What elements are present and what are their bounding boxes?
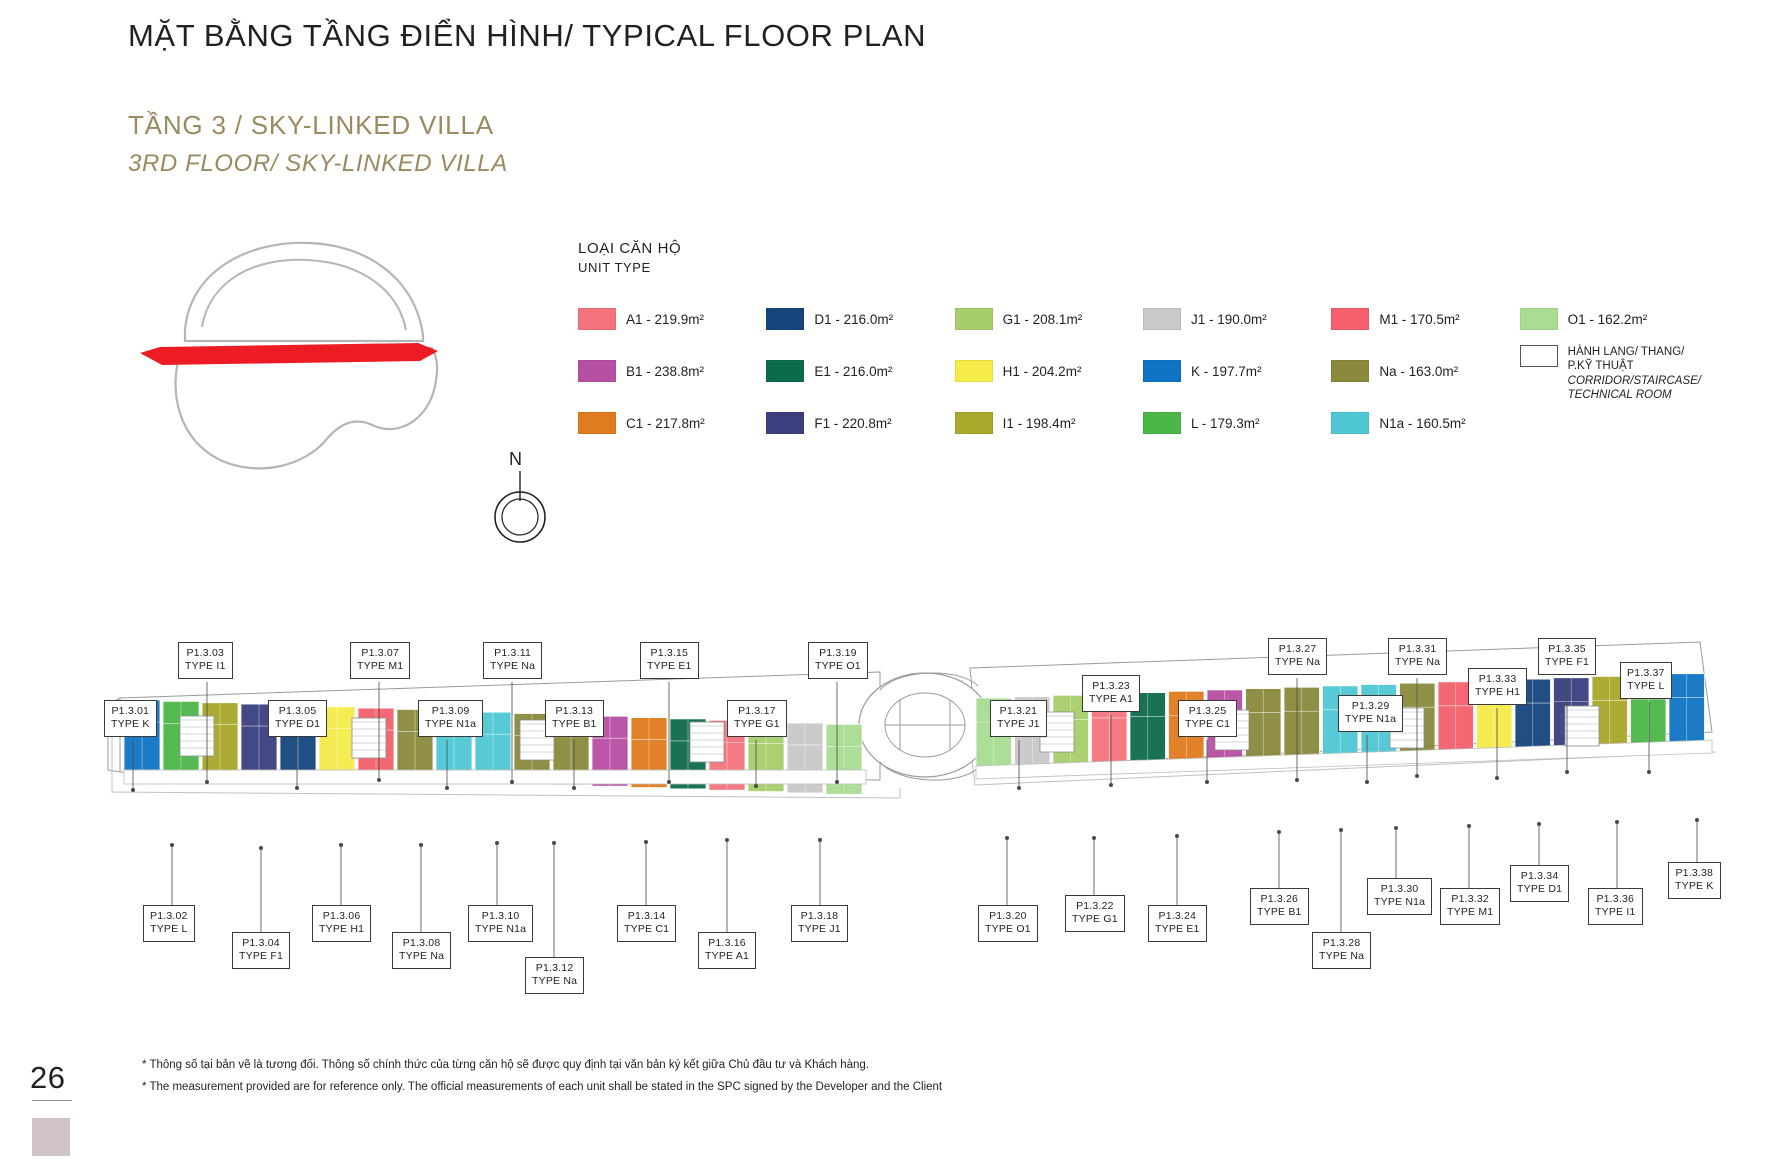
- unit-callout-P1-3-11[interactable]: [483, 642, 542, 679]
- unit-callout-P1-3-03[interactable]: [178, 642, 233, 679]
- legend-swatch: [1143, 308, 1181, 330]
- unit-code: P1.3.07: [361, 647, 399, 659]
- unit-callout-P1-3-10[interactable]: [468, 905, 533, 942]
- unit-type: TYPE H1: [1475, 686, 1521, 699]
- unit-callout-P1-3-04[interactable]: [232, 932, 290, 969]
- legend-item: [1331, 345, 1519, 397]
- unit-callout-P1-3-26[interactable]: [1250, 888, 1309, 925]
- unit-type: TYPE J1: [798, 923, 841, 936]
- legend-swatch: [955, 412, 993, 434]
- unit-callout-P1-3-27[interactable]: [1268, 638, 1327, 675]
- unit-code: P1.3.17: [738, 705, 776, 717]
- unit-type: TYPE Na: [1319, 950, 1365, 963]
- unit-code: P1.3.22: [1076, 900, 1114, 912]
- unit-type: TYPE M1: [357, 660, 404, 673]
- unit-callout-P1-3-15[interactable]: [640, 642, 699, 679]
- unit-code: P1.3.01: [111, 705, 150, 717]
- footnote-vi: * Thông số tại bản vẽ là tương đối. Thông số chính thức của từng căn hộ sẽ được quy định tại văn bản ký kết giữa Chủ đầu tư và Khách hàng.: [142, 1059, 870, 1071]
- unit-callout-P1-3-23[interactable]: [1082, 675, 1140, 712]
- floor-subtitle-en: 3RD FLOOR/ SKY-LINKED VILLA: [128, 150, 508, 177]
- unit-code: P1.3.30: [1380, 883, 1419, 895]
- unit-type: TYPE N1a: [1374, 896, 1426, 909]
- legend-label: J1 - 190.0m²: [1190, 311, 1267, 327]
- legend-title-vi: LOẠI CĂN HỘ: [578, 240, 682, 257]
- unit-callout-P1-3-21[interactable]: [990, 700, 1047, 737]
- unit-code: P1.3.31: [1398, 643, 1437, 655]
- unit-callout-P1-3-01[interactable]: [104, 700, 157, 737]
- legend-label: M1 - 170.5m²: [1379, 311, 1460, 327]
- unit-type: TYPE M1: [1447, 906, 1494, 919]
- unit-callout-P1-3-02[interactable]: [143, 905, 195, 942]
- unit-code: P1.3.18: [800, 910, 839, 922]
- unit-code: P1.3.23: [1092, 680, 1130, 692]
- unit-type: TYPE D1: [275, 718, 321, 731]
- legend-item: [766, 293, 954, 345]
- unit-type: TYPE D1: [1517, 883, 1563, 896]
- unit-callout-P1-3-08[interactable]: [392, 932, 451, 969]
- unit-type: TYPE N1a: [475, 923, 527, 936]
- legend-label: L - 179.3m²: [1190, 415, 1260, 431]
- unit-callout-P1-3-05[interactable]: [268, 700, 327, 737]
- legend-swatch: [1520, 308, 1558, 330]
- unit-callout-P1-3-36[interactable]: [1588, 888, 1643, 925]
- unit-callout-P1-3-16[interactable]: [698, 932, 756, 969]
- legend-swatch: [955, 308, 993, 330]
- unit-type: TYPE N1a: [425, 718, 477, 731]
- unit-type: TYPE A1: [1089, 693, 1134, 706]
- unit-code: P1.3.19: [819, 647, 857, 659]
- unit-code: P1.3.33: [1478, 673, 1517, 685]
- unit-callout-P1-3-37[interactable]: [1620, 662, 1672, 699]
- legend: [578, 240, 1708, 449]
- compass-north-label: N: [509, 449, 522, 469]
- unit-code: P1.3.12: [535, 962, 574, 974]
- unit-callout-P1-3-13[interactable]: [545, 700, 604, 737]
- legend-item-corridor: [1520, 345, 1708, 402]
- unit-callout-P1-3-32[interactable]: [1440, 888, 1500, 925]
- unit-callout-P1-3-14[interactable]: [617, 905, 676, 942]
- floor-subtitle-vi: TẦNG 3 / SKY-LINKED VILLA: [128, 110, 494, 140]
- unit-type: TYPE Na: [1275, 656, 1321, 669]
- unit-type: TYPE F1: [1545, 656, 1589, 669]
- legend-swatch: [578, 412, 616, 434]
- unit-code: P1.3.34: [1520, 870, 1559, 882]
- unit-type: TYPE L: [150, 923, 188, 936]
- legend-label: Na - 163.0m²: [1379, 363, 1459, 379]
- unit-type: TYPE Na: [399, 950, 445, 963]
- unit-callout-P1-3-07[interactable]: [350, 642, 410, 679]
- unit-type: TYPE C1: [1185, 718, 1231, 731]
- page-rule: [32, 1100, 72, 1101]
- unit-callout-P1-3-19[interactable]: [808, 642, 868, 679]
- unit-type: TYPE Na: [490, 660, 536, 673]
- unit-code: P1.3.16: [708, 937, 746, 949]
- legend-swatch: [1331, 308, 1369, 330]
- unit-code: P1.3.11: [494, 647, 531, 659]
- page-number: 26: [30, 1060, 66, 1095]
- unit-type: TYPE G1: [734, 718, 780, 731]
- legend-item: [1143, 397, 1331, 449]
- unit-type: TYPE I1: [1595, 906, 1636, 919]
- unit-code: P1.3.02: [150, 910, 188, 922]
- unit-type: TYPE F1: [239, 950, 283, 963]
- legend-swatch: [1143, 412, 1181, 434]
- legend-item: [578, 345, 766, 397]
- unit-code: P1.3.37: [1627, 667, 1665, 679]
- legend-swatch: [1331, 412, 1369, 434]
- unit-code: P1.3.15: [650, 647, 689, 659]
- legend-label: H1 - 204.2m²: [1002, 363, 1082, 379]
- legend-item: [955, 345, 1143, 397]
- unit-code: P1.3.08: [402, 937, 441, 949]
- unit-callout-P1-3-12[interactable]: [525, 957, 584, 994]
- key-plan-level-label: Level 3: [198, 388, 244, 403]
- unit-code: P1.3.04: [242, 937, 280, 949]
- unit-callout-P1-3-34[interactable]: [1510, 865, 1569, 902]
- legend-label: F1 - 220.8m²: [814, 415, 892, 431]
- unit-callout-P1-3-28[interactable]: [1312, 932, 1371, 969]
- unit-code: P1.3.26: [1260, 893, 1299, 905]
- legend-label: I1 - 198.4m²: [1002, 415, 1076, 431]
- legend-item: [766, 345, 954, 397]
- legend-label: O1 - 162.2m²: [1567, 311, 1648, 327]
- unit-type: TYPE L: [1627, 680, 1665, 693]
- legend-swatch: [1143, 360, 1181, 382]
- unit-callout-P1-3-38[interactable]: [1668, 862, 1721, 899]
- legend-swatch: [578, 308, 616, 330]
- unit-type: TYPE C1: [624, 923, 670, 936]
- unit-code: P1.3.28: [1322, 937, 1361, 949]
- unit-type: TYPE N1a: [1345, 713, 1397, 726]
- unit-callout-P1-3-31[interactable]: [1388, 638, 1447, 675]
- unit-code: P1.3.14: [627, 910, 666, 922]
- unit-type: TYPE E1: [1155, 923, 1200, 936]
- legend-title-en: UNIT TYPE: [578, 260, 651, 275]
- legend-swatch-corridor: [1520, 345, 1558, 367]
- legend-label: B1 - 238.8m²: [626, 363, 705, 379]
- unit-callout-P1-3-29[interactable]: [1338, 695, 1403, 732]
- unit-type: TYPE A1: [705, 950, 750, 963]
- unit-type: TYPE O1: [815, 660, 861, 673]
- unit-code: P1.3.32: [1451, 893, 1489, 905]
- unit-code: P1.3.10: [481, 910, 520, 922]
- legend-item: [1331, 397, 1519, 449]
- unit-code: P1.3.20: [989, 910, 1027, 922]
- unit-type: TYPE B1: [1257, 906, 1302, 919]
- unit-callout-P1-3-35[interactable]: [1538, 638, 1596, 675]
- legend-swatch: [1331, 360, 1369, 382]
- unit-code: P1.3.24: [1158, 910, 1197, 922]
- legend-label: K - 197.7m²: [1190, 363, 1262, 379]
- legend-swatch: [766, 308, 804, 330]
- unit-type: TYPE B1: [552, 718, 597, 731]
- unit-callout-P1-3-18[interactable]: [791, 905, 848, 942]
- legend-swatch: [578, 360, 616, 382]
- legend-item: [955, 397, 1143, 449]
- legend-item: [1143, 345, 1331, 397]
- unit-callout-P1-3-20[interactable]: [978, 905, 1038, 942]
- unit-type: TYPE K: [1675, 880, 1714, 893]
- unit-callout-P1-3-25[interactable]: [1178, 700, 1237, 737]
- legend-label: N1a - 160.5m²: [1379, 415, 1466, 431]
- unit-code: P1.3.03: [186, 647, 225, 659]
- unit-type: TYPE Na: [532, 975, 578, 988]
- legend-label: C1 - 217.8m²: [626, 415, 705, 431]
- unit-type: TYPE H1: [319, 923, 365, 936]
- footnote-en: * The measurement provided are for reference only. The official measurements of each unit shall be stated in the SPC signed by the Developer and the Client: [142, 1080, 943, 1093]
- legend-corridor-label-en: CORRIDOR/STAIRCASE/ TECHNICAL ROOM: [1567, 374, 1701, 402]
- unit-callout-P1-3-17[interactable]: [727, 700, 787, 737]
- unit-code: P1.3.38: [1675, 867, 1714, 879]
- footnotes: [142, 1055, 942, 1099]
- legend-item: [578, 293, 766, 345]
- legend-item: [1331, 293, 1519, 345]
- unit-code: P1.3.29: [1351, 700, 1390, 712]
- key-plan: [140, 235, 470, 495]
- unit-code: P1.3.25: [1188, 705, 1227, 717]
- unit-code: P1.3.36: [1596, 893, 1635, 905]
- unit-code: P1.3.06: [322, 910, 361, 922]
- legend-item: [1520, 293, 1708, 345]
- unit-code: P1.3.21: [999, 705, 1038, 717]
- legend-swatch: [955, 360, 993, 382]
- legend-label: D1 - 216.0m²: [814, 311, 894, 327]
- legend-item: [766, 397, 954, 449]
- unit-code: P1.3.35: [1548, 643, 1586, 655]
- unit-type: TYPE I1: [185, 660, 226, 673]
- unit-type: TYPE O1: [985, 923, 1031, 936]
- unit-type: TYPE J1: [997, 718, 1040, 731]
- unit-callout-P1-3-06[interactable]: [312, 905, 371, 942]
- unit-callout-P1-3-22[interactable]: [1065, 895, 1125, 932]
- unit-type: TYPE G1: [1072, 913, 1118, 926]
- unit-callout-P1-3-33[interactable]: [1468, 668, 1527, 705]
- legend-swatch: [766, 412, 804, 434]
- unit-callout-P1-3-09[interactable]: [418, 700, 483, 737]
- unit-type: TYPE Na: [1395, 656, 1441, 669]
- compass: [485, 449, 555, 555]
- unit-code: P1.3.13: [555, 705, 594, 717]
- legend-grid: [578, 293, 1708, 449]
- legend-corridor-label-vi: HÀNH LANG/ THANG/ P.KỸ THUẬT: [1567, 346, 1685, 373]
- legend-label: G1 - 208.1m²: [1002, 311, 1083, 327]
- legend-item: [578, 397, 766, 449]
- unit-code: P1.3.27: [1278, 643, 1317, 655]
- legend-swatch: [766, 360, 804, 382]
- unit-callout-P1-3-30[interactable]: [1367, 878, 1432, 915]
- legend-item: [1143, 293, 1331, 345]
- unit-code: P1.3.09: [431, 705, 470, 717]
- unit-type: TYPE E1: [647, 660, 692, 673]
- unit-code: P1.3.05: [278, 705, 317, 717]
- legend-label: E1 - 216.0m²: [814, 363, 893, 379]
- page-title: MẶT BẰNG TẦNG ĐIỂN HÌNH/ TYPICAL FLOOR PLAN: [128, 18, 927, 53]
- page-color-block: [32, 1118, 70, 1156]
- legend-label: A1 - 219.9m²: [626, 311, 705, 327]
- unit-type: TYPE K: [111, 718, 150, 731]
- legend-item: [955, 293, 1143, 345]
- unit-callout-P1-3-24[interactable]: [1148, 905, 1207, 942]
